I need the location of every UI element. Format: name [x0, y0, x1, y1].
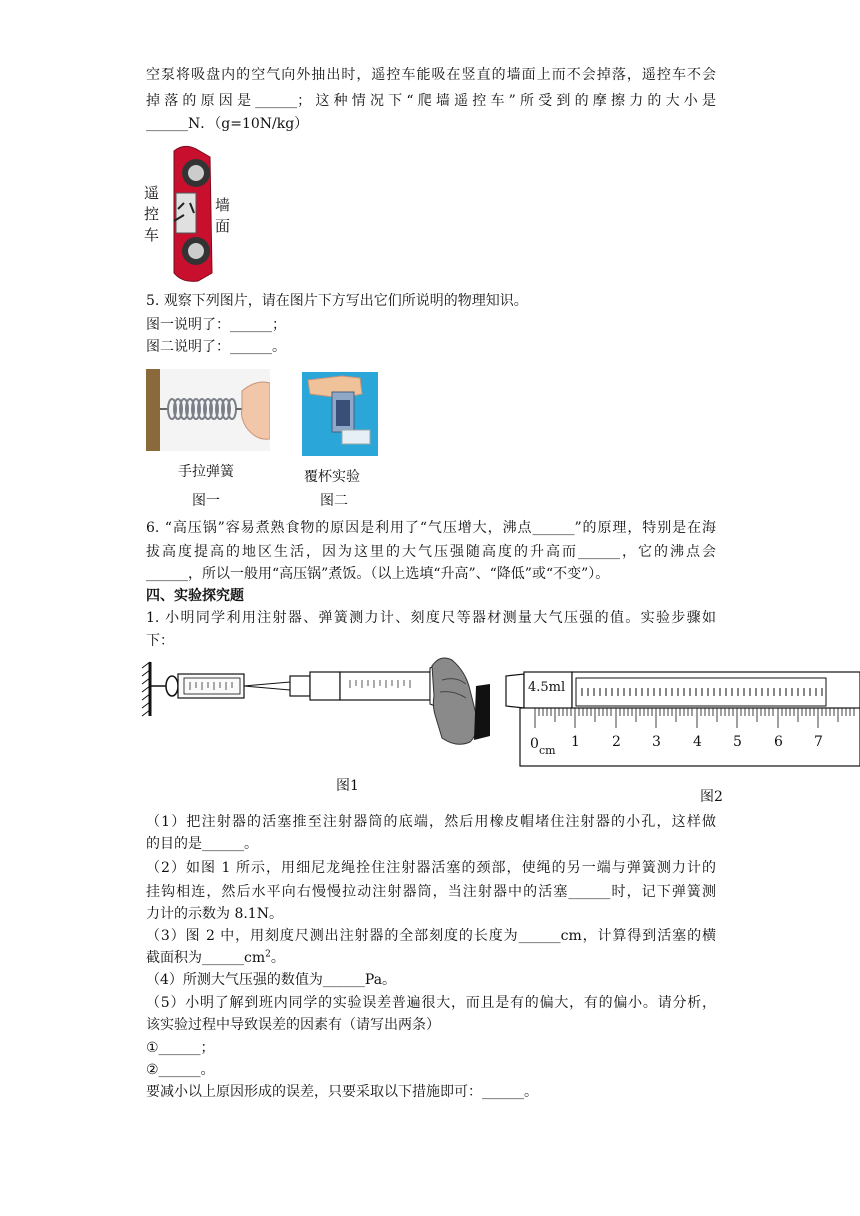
q5-line-3: 图二说明了：______。: [146, 339, 286, 355]
fig-one-caption: 图一: [192, 493, 220, 509]
step2-line-3: 力计的示数为 8.1N。: [146, 906, 283, 922]
figure1-illustration: [140, 656, 490, 756]
cup-figure: [302, 372, 378, 456]
q5-line-1: 5. 观察下列图片，请在图片下方写出它们所说明的物理知识。: [146, 293, 528, 309]
step3-area-text: 截面积为______cm: [146, 950, 266, 966]
step2-line-2: 挂钩相连，然后水平向右慢慢拉动注射器筒，当注射器中的活塞______时，记下弹簧测: [146, 884, 716, 900]
exp1-intro-1: 1. 小明同学利用注射器、弹簧测力计、刻度尺等器材测量大气压强的值。实验步骤如: [146, 610, 716, 626]
ruler-tick-3: 3: [652, 734, 661, 750]
figure2-caption: 图2: [700, 789, 723, 805]
inverted-cup-illustration: [302, 372, 378, 456]
q4-line-2: 掉落的原因是______；这种情况下“爬墙遥控车”所受到的摩擦力的大小是: [146, 93, 716, 109]
step1-line-1: （1）把注射器的活塞推至注射器筒的底端，然后用橡皮帽堵住注射器的小孔，这样做: [146, 814, 716, 830]
section-heading: 四、实验探究题: [146, 588, 244, 604]
step3-area-exponent: 2: [265, 949, 271, 960]
spring-pull-illustration: [146, 369, 270, 451]
ruler-unit: cm: [539, 744, 556, 757]
q6-line-1: 6. “高压锅”容易煮熟食物的原因是利用了“气压增大，沸点______”的原理，特别是在海: [146, 520, 716, 536]
wall-car-figure: [144, 143, 236, 283]
q6-line-3: ______，所以一般用“高压锅”煮饭。（以上选填“升高”、“降低”或“不变”）。: [146, 566, 610, 582]
ruler-tick-0: 0: [530, 736, 539, 752]
step3-line-1: （3）图 2 中，用刻度尺测出注射器的全部刻度的长度为______cm，计算得到活塞的横: [146, 928, 716, 944]
step2-line-1: （2）如图 1 所示，用细尼龙绳拴住注射器活塞的颈部，使绳的另一端与弹簧测力计的: [146, 860, 716, 876]
step3-area-end: 。: [270, 950, 285, 966]
ruler-tick-4: 4: [693, 734, 702, 750]
step5-line-2: 该实验过程中导致误差的因素有（请写出两条）: [146, 1017, 440, 1033]
spring-figure: [146, 369, 270, 451]
ruler-tick-2: 2: [612, 734, 621, 750]
ruler-tick-5: 5: [733, 734, 742, 750]
wall-label: 墙面: [215, 196, 231, 235]
q4-line-3: ______N．（g=10N/kg）: [146, 116, 309, 132]
syringe-ruler-figure: [502, 664, 860, 768]
step1-line-2: 的目的是______。: [146, 836, 258, 852]
error-factor-1: ①______；: [146, 1040, 215, 1056]
step5-line-1: （5）小明了解到班内同学的实验误差普遍很大，而且是有的偏大，有的偏小。请分析，: [146, 995, 716, 1011]
q5-line-2: 图一说明了：______；: [146, 317, 286, 333]
ruler-tick-7: 7: [814, 734, 823, 750]
syringe-volume-label: 4.5ml: [528, 680, 566, 695]
ruler-tick-6: 6: [774, 734, 783, 750]
ruler-tick-1: 1: [571, 734, 580, 750]
q4-line-1: 空泵将吸盘内的空气向外抽出时，遥控车能吸在竖直的墙面上而不会掉落，遥控车不会: [146, 67, 716, 83]
fig-two-title: 覆杯实验: [304, 469, 360, 485]
fig-two-caption: 图二: [320, 493, 348, 509]
car-label: 遥控车: [144, 184, 160, 244]
syringe-spring-figure: [140, 656, 490, 756]
figure1-caption: 图1: [336, 778, 359, 794]
fig-one-title: 手拉弹簧: [178, 464, 234, 480]
q6-line-2: 拔高度提高的地区生活，因为这里的大气压强随高度的升高而______，它的沸点会: [146, 544, 716, 560]
step3-line-2: [146, 947, 716, 969]
step4-line: （4）所测大气压强的数值为______Pa。: [146, 972, 397, 988]
final-measure-line: 要减小以上原因形成的误差，只要采取以下措施即可：______。: [146, 1084, 538, 1100]
error-factor-2: ②______。: [146, 1062, 215, 1078]
exp1-intro-2: 下：: [146, 633, 174, 649]
